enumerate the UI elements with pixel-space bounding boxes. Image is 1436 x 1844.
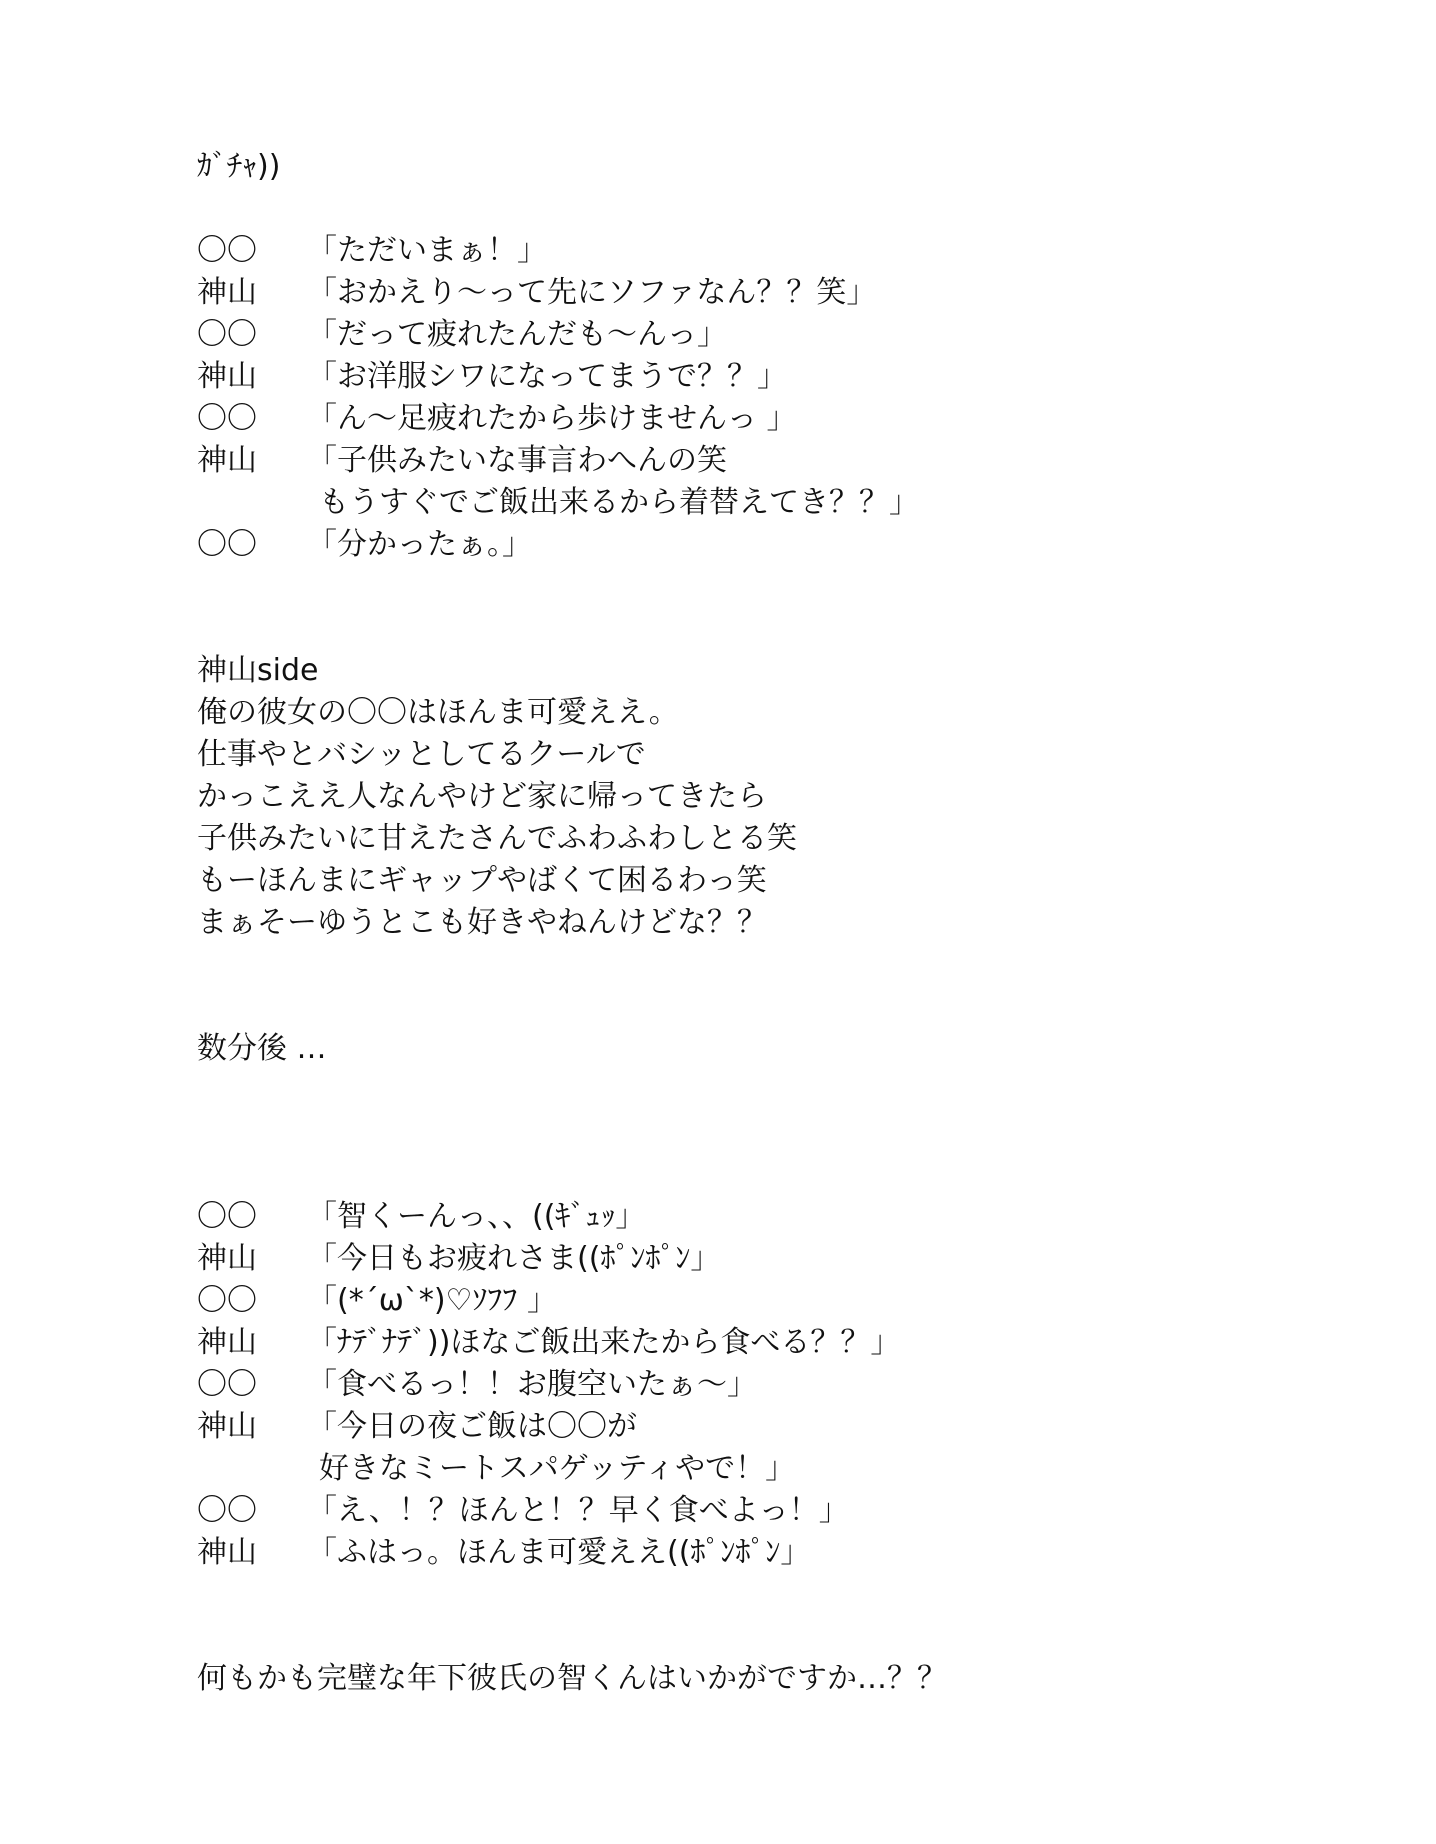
monologue-line: もーほんまにギャップやばくて困るわっ笑: [197, 863, 767, 898]
dialogue-line: [197, 356, 1297, 398]
spacer: [197, 1574, 1297, 1658]
speaker-name: 〇〇: [197, 401, 257, 436]
speech-text: 「だって疲れたんだも〜んっ」: [307, 317, 727, 352]
speaker-name: 〇〇: [197, 1283, 257, 1318]
speaker-name: 神山: [197, 1241, 257, 1276]
speech-text: 「子供みたいな事言わへんの笑: [307, 443, 727, 478]
speech-text: 「ふはっ。ほんま可愛ええ((ﾎﾟﾝﾎﾟﾝ」: [307, 1535, 811, 1570]
speaker-name: 〇〇: [197, 1367, 257, 1402]
dialogue-block-1: [197, 230, 1297, 566]
closing-text: 何もかも完璧な年下彼氏の智くんはいかがですか…？？: [197, 1661, 947, 1696]
monologue-block: [197, 650, 1297, 944]
dialogue-line: [197, 1322, 1297, 1364]
speaker-name: 〇〇: [197, 233, 257, 268]
speech-text: 「今日の夜ご飯は〇〇が: [307, 1409, 637, 1444]
speech-text: 「ん〜足疲れたから歩けませんっ 」: [307, 401, 797, 436]
speaker-name: 神山: [197, 359, 257, 394]
speech-text: 「食べるっ！！お腹空いたぁ〜」: [307, 1367, 757, 1402]
opening-sound: ｶﾞﾁｬ)): [197, 149, 281, 184]
speech-text: 「ただいまぁ！」: [307, 233, 547, 268]
transition-text: 数分後 …: [197, 1031, 327, 1066]
dialogue-line: [197, 1364, 1297, 1406]
speech-text: 「分かったぁ。」: [307, 527, 532, 562]
dialogue-line: [197, 524, 1297, 566]
dialogue-line: [197, 230, 1297, 272]
dialogue-line: [197, 1238, 1297, 1280]
spacer: [197, 944, 1297, 1028]
speaker-name: 神山: [197, 1325, 257, 1360]
dialogue-line-continuation: [197, 482, 1297, 524]
speech-text: 「え、！？ほんと！？早く食べよっ！」: [307, 1493, 849, 1528]
speech-text: 「おかえり〜って先にソファなん？？笑」: [307, 275, 877, 310]
dialogue-line: [197, 1490, 1297, 1532]
speaker-name: 神山: [197, 443, 257, 478]
speech-text: 「智くーんっ、、((ｷﾞｭｯ」: [307, 1199, 646, 1234]
speaker-name: 神山: [197, 1409, 257, 1444]
speech-text: もうすぐでご飯出来るから着替えてき？？」: [319, 485, 919, 520]
dialogue-line: [197, 1196, 1297, 1238]
spacer: [197, 1070, 1297, 1196]
monologue-line: まぁそーゆうとこも好きやねんけどな？？: [197, 905, 767, 940]
speech-text: 「今日もお疲れさま((ﾎﾟﾝﾎﾟﾝ」: [307, 1241, 721, 1276]
dialogue-line: [197, 1532, 1297, 1574]
speaker-name: 神山: [197, 1535, 257, 1570]
spacer: [197, 188, 1297, 230]
speech-text: 「(*´ω`*)♡ｿﾌﾌ 」: [307, 1283, 557, 1318]
dialogue-line: [197, 314, 1297, 356]
dialogue-line: [197, 272, 1297, 314]
monologue-heading: 神山side: [197, 653, 319, 688]
dialogue-line: [197, 1280, 1297, 1322]
speaker-name: 〇〇: [197, 317, 257, 352]
dialogue-line: [197, 1406, 1297, 1448]
monologue-line: かっこええ人なんやけど家に帰ってきたら: [197, 779, 767, 814]
speaker-name: 〇〇: [197, 1493, 257, 1528]
speech-text: 「ﾅﾃﾞﾅﾃﾞ))ほなご飯出来たから食べる？？」: [307, 1325, 901, 1360]
monologue-line: 俺の彼女の〇〇はほんま可愛ええ。: [197, 695, 679, 730]
speaker-name: 〇〇: [197, 527, 257, 562]
dialogue-line-continuation: [197, 1448, 1297, 1490]
monologue-line: 子供みたいに甘えたさんでふわふわしとる笑: [197, 821, 797, 856]
dialogue-line: [197, 440, 1297, 482]
speaker-name: 〇〇: [197, 1199, 257, 1234]
document-page: [197, 146, 1297, 1700]
speaker-name: 神山: [197, 275, 257, 310]
spacer: [197, 566, 1297, 650]
speech-text: 「お洋服シワになってまうで？？」: [307, 359, 787, 394]
dialogue-line: [197, 398, 1297, 440]
speech-text: 好きなミートスパゲッティやで！」: [319, 1451, 796, 1486]
dialogue-block-2: [197, 1196, 1297, 1574]
monologue-line: 仕事やとバシッとしてるクールで: [197, 737, 646, 772]
